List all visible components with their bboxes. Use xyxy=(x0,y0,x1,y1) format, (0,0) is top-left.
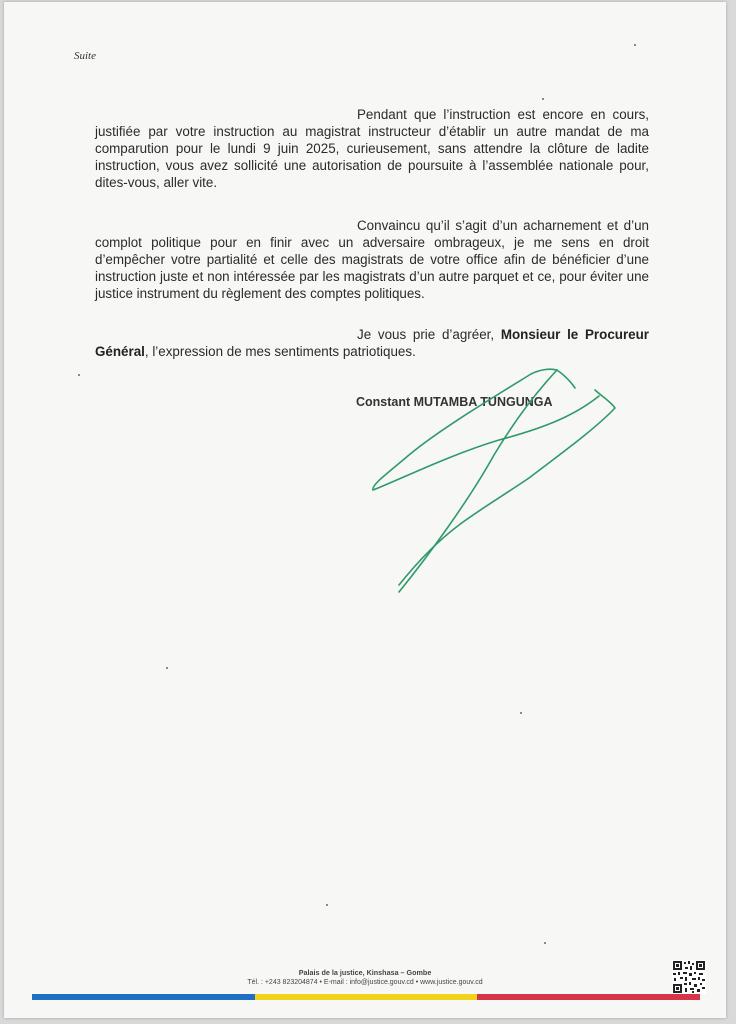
paragraph-closing xyxy=(95,326,649,360)
scan-speck xyxy=(520,712,522,714)
flag-red-segment xyxy=(477,994,700,1000)
closing-start: Je vous prie d’agréer, xyxy=(357,327,501,342)
document-page xyxy=(4,2,726,1018)
scan-speck xyxy=(634,44,636,46)
signatory-name: Constant MUTAMBA TUNGUNGA xyxy=(356,395,553,409)
footer-contact: Tél. : +243 823204874 • E-mail : info@justice.gouv.cd • www.justice.gouv.cd xyxy=(247,979,483,986)
page-continuation-label: Suite xyxy=(74,50,96,62)
scan-speck xyxy=(78,374,80,376)
scan-speck xyxy=(326,904,328,906)
closing-end: , l’expression de mes sentiments patriotiques. xyxy=(144,344,416,359)
closing-addressee: Monsieur le Procureur Général xyxy=(95,327,649,359)
footer-address: Palais de la justice, Kinshasa – Gombe xyxy=(298,968,432,977)
handwritten-signature xyxy=(359,360,629,595)
paragraph-instruction xyxy=(95,106,649,191)
paragraph-1-text: Pendant que l’instruction est encore en cours, justifiée par votre instruction au magistrat instructeur d’établir un autre mandat de ma comparution pour le lundi 9 juin 2025, curieusement, sans attendre la clôture de ladite instruction, vous avez sollicité une autorisation de poursuite à l’assemblée nationale pour, dites-vous, aller vite. xyxy=(95,107,649,190)
flag-blue-segment xyxy=(32,994,255,1000)
paragraph-2-text: Convaincu qu’il s’agit d’un acharnement et d’un complot politique pour en finir avec un adversaire ombrageux, je me sens en droit d’empêcher votre partialité et celle des magistrats de votre office afin de bénéficier d’une instruction juste et non intéressée par les magistrats d’un autre parquet et ce, pour éviter une justice instrument du règlement des comptes politiques. xyxy=(95,218,649,301)
flag-yellow-segment xyxy=(255,994,478,1000)
scan-speck xyxy=(542,98,544,100)
scan-speck xyxy=(166,667,168,669)
qr-code-icon xyxy=(672,960,706,994)
flag-color-bar xyxy=(32,994,700,1000)
scan-speck xyxy=(544,942,546,944)
paragraph-complot xyxy=(95,217,649,302)
